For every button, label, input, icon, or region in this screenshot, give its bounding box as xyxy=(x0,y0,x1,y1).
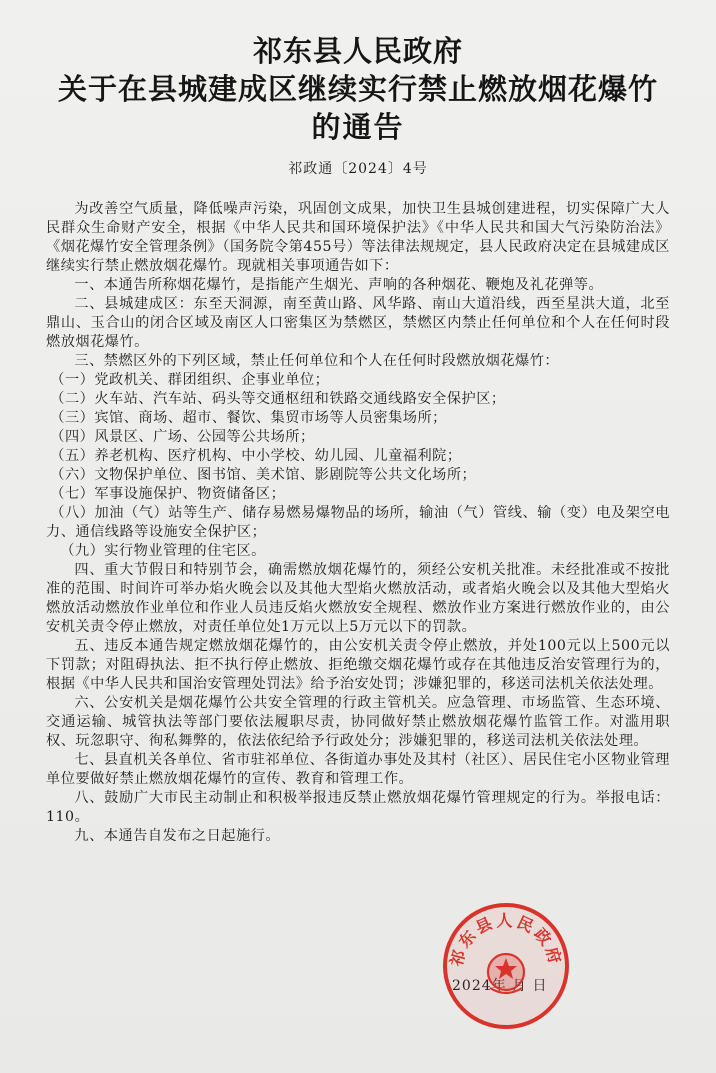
sub-item: （二）火车站、汽车站、码头等交通枢纽和铁路交通线路安全保护区； xyxy=(50,391,506,407)
official-seal-icon xyxy=(440,900,572,1032)
clause-7: 七、县直机关各单位、省市驻祁单位、各街道办事处及其村（社区）、居民住宅小区物业管理单位要做好禁止燃放烟花爆竹的宣传、教育和管理工作。 xyxy=(46,752,670,787)
title-line-1: 祁东县人民政府 xyxy=(252,34,463,68)
clause-2: 二、县城建成区：东至天洞源，南至黄山路、风华路、南山大道沿线，西至星洪大道，北至鼎山、玉合山的闭合区域及南区人口密集区为禁燃区，禁燃区内禁止任何单位和个人在任何时段燃放烟花爆竹。 xyxy=(46,296,670,350)
clause-8: 八、鼓励广大市民主动制止和积极举报违反禁止燃放烟花爆竹管理规定的行为。举报电话：110。 xyxy=(46,790,670,825)
sub-item: （一）党政机关、群团组织、企事业单位； xyxy=(50,372,330,388)
sub-item: （七）军事设施保护、物资储备区； xyxy=(50,486,286,502)
sub-item: （四）风景区、广场、公园等公共场所； xyxy=(50,429,315,445)
sub-item: （五）养老机构、医疗机构、中小学校、幼儿园、儿童福利院； xyxy=(50,448,462,464)
title-line-2: 关于在县城建成区继续实行禁止燃放烟花爆竹 xyxy=(57,72,658,106)
sub-item: （三）宾馆、商场、超市、餐饮、集贸市场等人员密集场所； xyxy=(50,410,447,426)
document-body xyxy=(46,200,670,846)
sub-item: （六）文物保护单位、图书馆、美术馆、影剧院等公共文化场所； xyxy=(50,467,477,483)
clause-3: 三、禁燃区外的下列区域，禁止任何单位和个人在任何时段燃放烟花爆竹： xyxy=(74,353,560,369)
seal-text: 祁东县人民政府 xyxy=(446,911,566,969)
intro-paragraph: 为改善空气质量，降低噪声污染，巩固创文成果，加快卫生县城创建进程，切实保障广大人民群众生命财产安全，根据《中华人民共和国环境保护法》《中华人民共和国大气污染防治法》《烟花爆竹安全管理条例》（国务院令第455号）等法律法规规定，县人民政府决定在县城建成区继续实行禁止燃放烟花爆竹。现就相关事项通告如下： xyxy=(46,201,670,274)
document-number: 祁政通〔2024〕4号 xyxy=(288,161,428,177)
clause-9: 九、本通告自发布之日起施行。 xyxy=(74,828,281,844)
title-line-3: 的通告 xyxy=(311,110,405,144)
sub-item: （九）实行物业管理的住宅区。 xyxy=(60,543,266,559)
clause-1: 一、本通告所称烟花爆竹，是指能产生烟光、声响的各种烟花、鞭炮及礼花弹等。 xyxy=(74,277,604,293)
clause-4: 四、重大节假日和特别节会，确需燃放烟花爆竹的，须经公安机关批准。未经批准或不按批准的范围、时间许可举办焰火晚会以及其他大型焰火燃放活动，或者焰火晚会以及其他大型焰火燃放活动燃放作业单位和作业人员违反焰火燃放安全规程、燃放作业方案进行燃放作业的，由公安机关责令停止燃放，对责任单位处1万元以上5万元以下的罚款。 xyxy=(46,562,670,635)
document-title xyxy=(46,32,670,146)
sub-item: （八）加油（气）站等生产、储存易燃易爆物品的场所，输油（气）管线、输（变）电及架空电力、通信线路等设施安全保护区； xyxy=(46,505,670,540)
clause-5: 五、违反本通告规定燃放烟花爆竹的，由公安机关责令停止燃放，并处100元以上500元以下罚款；对阻碍执法、拒不执行停止燃放、拒绝缴交烟花爆竹或存在其他违反治安管理行为的，根据《中华人民共和国治安管理处罚法》给予治安处罚；涉嫌犯罪的，移送司法机关依法处理。 xyxy=(46,638,670,692)
clause-6: 六、公安机关是烟花爆竹公共安全管理的行政主管机关。应急管理、市场监管、生态环境、交通运输、城管执法等部门要依法履职尽责，协同做好禁止燃放烟花爆竹监管工作。对滥用职权、玩忽职守、徇私舞弊的，依法依纪给予行政处分；涉嫌犯罪的，移送司法机关依法处理。 xyxy=(46,695,670,749)
